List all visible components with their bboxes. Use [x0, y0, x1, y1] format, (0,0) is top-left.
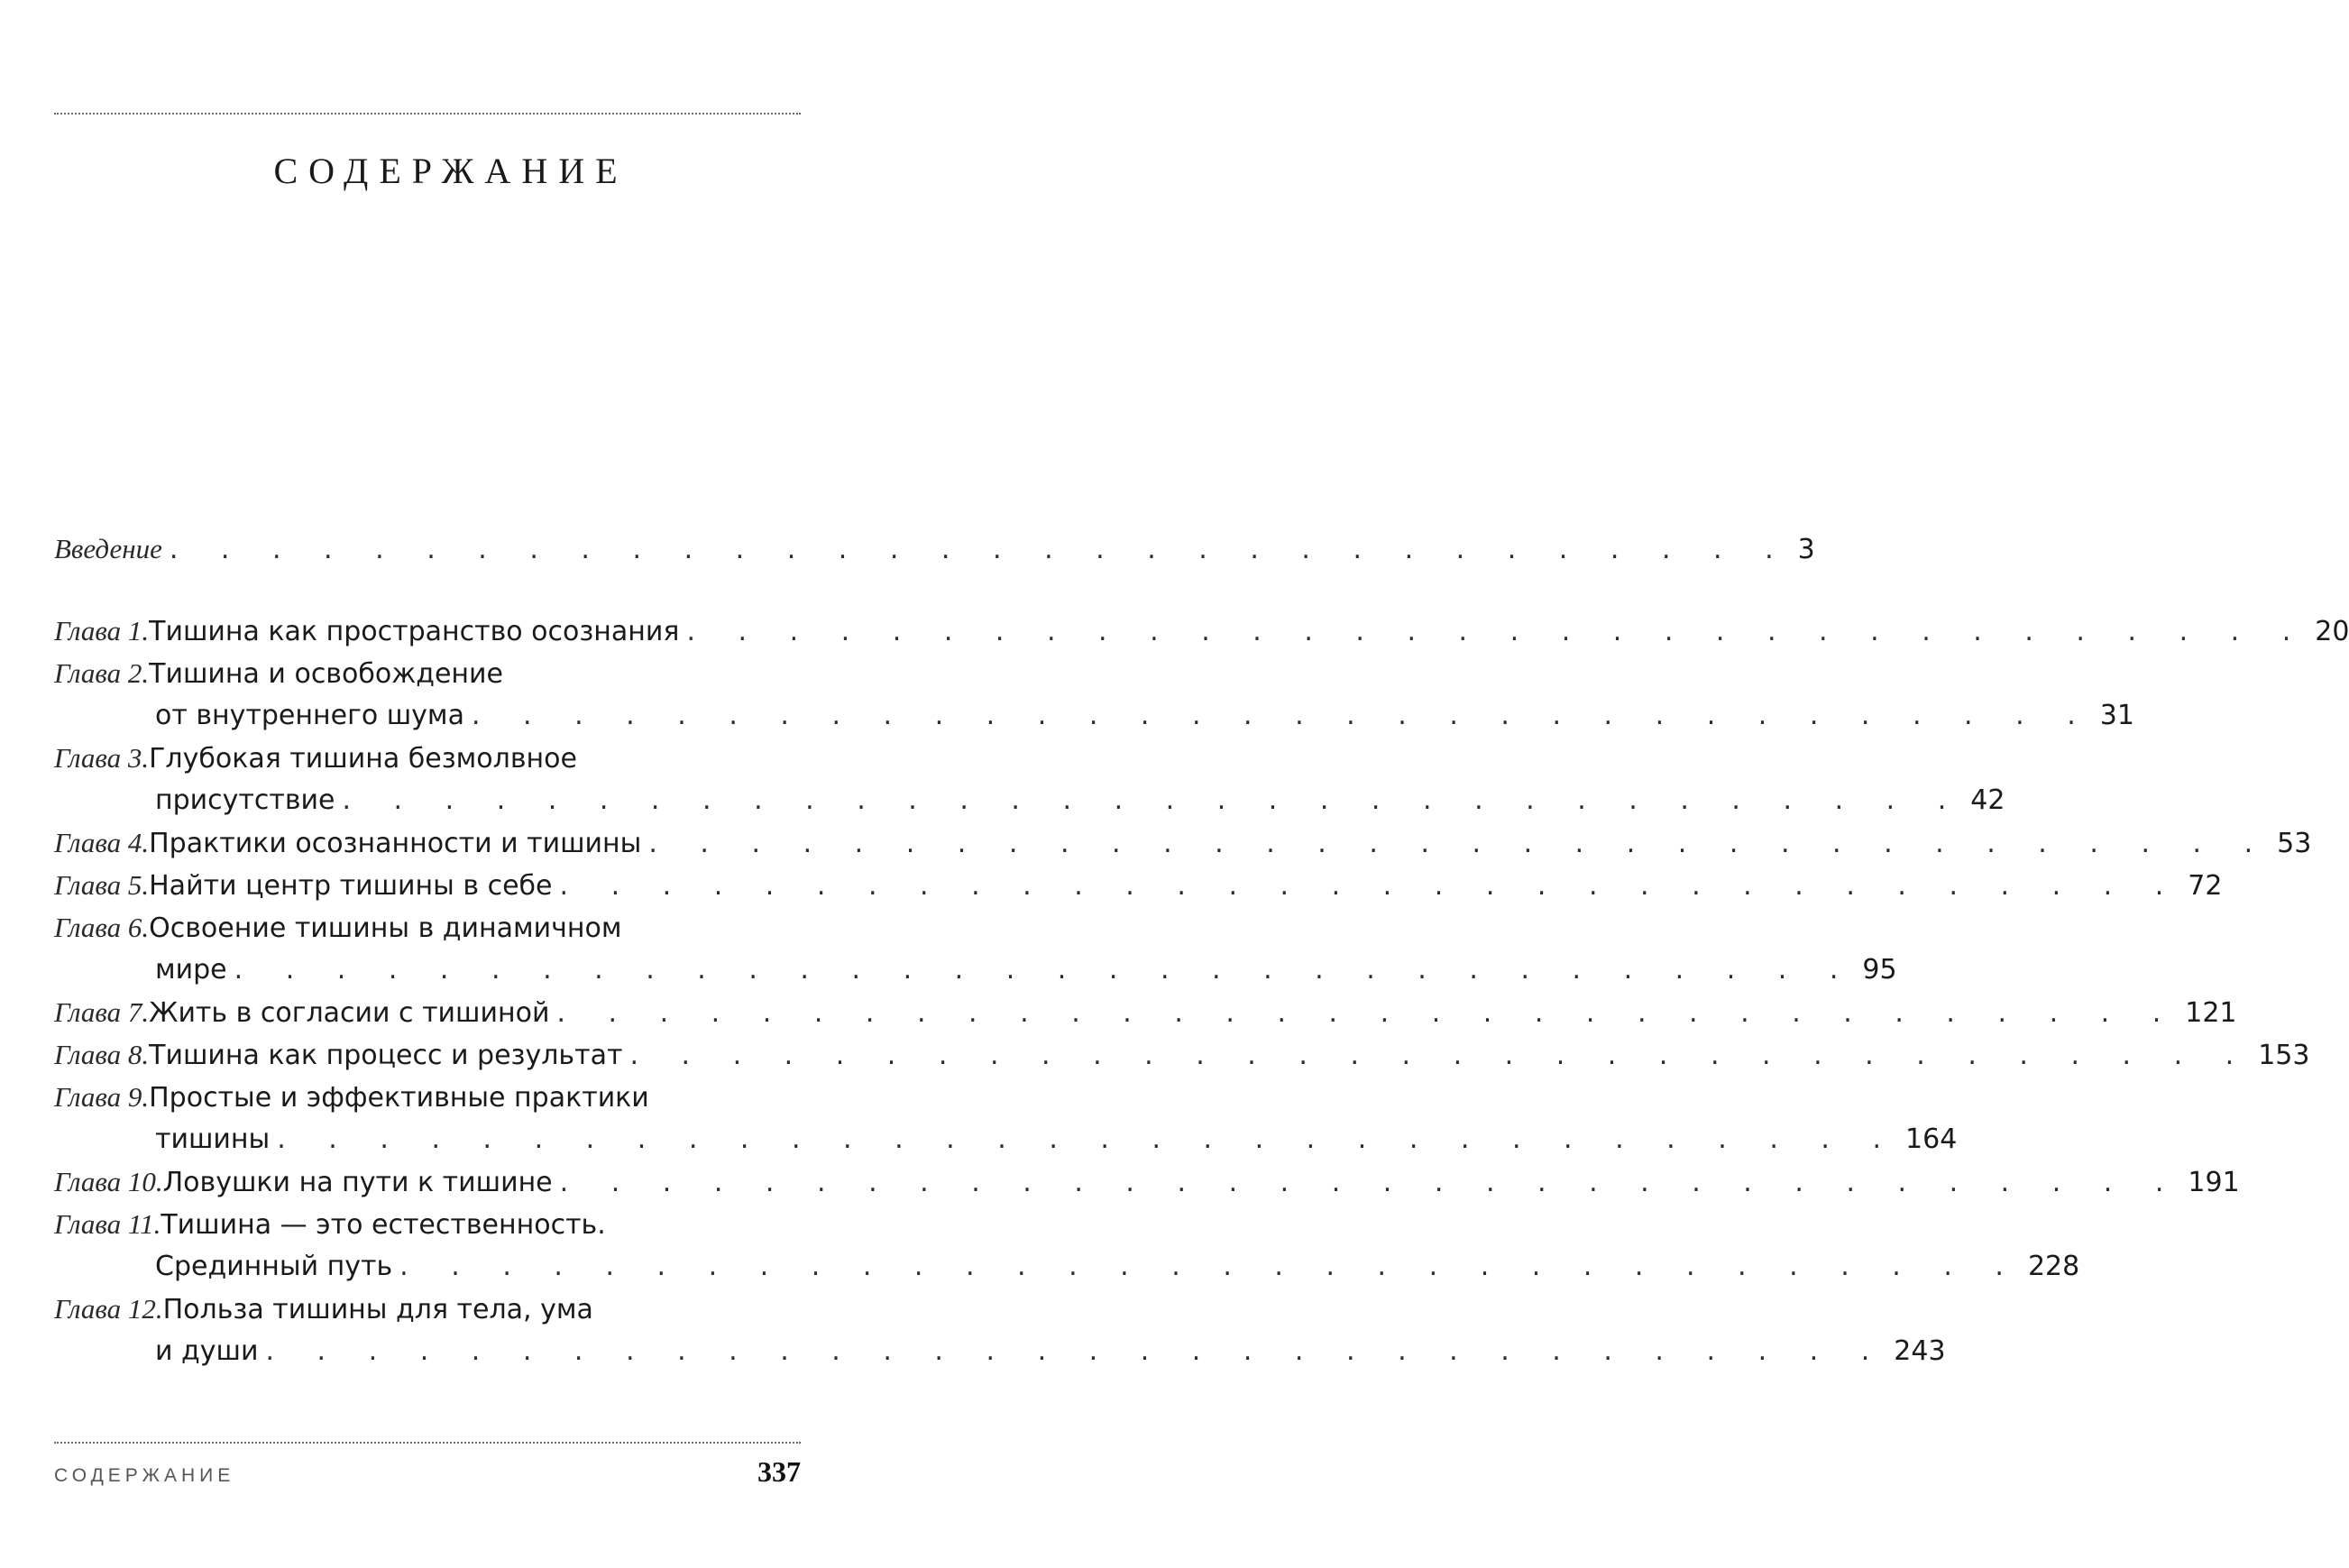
chapter-label: Глава 1.	[54, 615, 150, 646]
dot-leader: . . . . . . . . . . . . . . . . . . . . . . . . . . . . . . . .	[556, 997, 2179, 1029]
dot-leader: . . . . . . . . . . . . . . . . . . . . . . . . . . . . . . . .	[471, 700, 2093, 731]
toc-page-number: 20	[2315, 616, 2349, 647]
chapter-title: Практики осознанности и тишины	[149, 828, 642, 859]
toc-page-number: 228	[2027, 1251, 2080, 1282]
bottom-dotted-rule	[54, 1442, 801, 1444]
dot-leader: . . . . . . . . . . . . . . . . . . . . . . . . . . . . . . . .	[277, 1123, 1899, 1155]
chapter-title: Простые и эффективные практики	[149, 1082, 649, 1114]
dot-leader: . . . . . . . . . . . . . . . . . . . . . . . . . . . . . . . .	[399, 1251, 2021, 1282]
toc-entry-chapter-12-continued[interactable]	[54, 1330, 1946, 1372]
chapter-title: Глубокая тишина безмолвное	[149, 743, 577, 775]
toc-page-number: 42	[1970, 784, 2005, 816]
toc-page-number: 3	[1797, 534, 1815, 565]
chapter-title-continued: мире	[155, 954, 227, 986]
toc-page-number: 243	[1894, 1335, 1946, 1367]
chapter-title: Тишина — это естественность.	[161, 1209, 606, 1241]
toc-entry-chapter-6[interactable]	[54, 906, 801, 949]
toc-entry-chapter-9-continued[interactable]	[54, 1118, 1958, 1160]
chapter-title: Ловушки на пути к тишине	[162, 1167, 553, 1198]
chapter-title: Польза тишины для тела, ума	[162, 1294, 593, 1325]
toc-entry-chapter-1[interactable]	[54, 610, 2349, 652]
dot-leader: . . . . . . . . . . . . . . . . . . . . . . . . . . . . . . . .	[234, 954, 1856, 986]
dot-leader: . . . . . . . . . . . . . . . . . . . . . . . . . . . . . . . .	[265, 1335, 1887, 1367]
chapter-title: Тишина как процесс и результат	[149, 1040, 623, 1071]
toc-page-number: 72	[2188, 870, 2223, 902]
running-title: СОДЕРЖАНИЕ	[54, 1465, 235, 1486]
toc-page-number: 153	[2258, 1040, 2310, 1071]
toc-page-number: 164	[1905, 1123, 1958, 1155]
dot-leader: . . . . . . . . . . . . . . . . . . . . . . . . . . . . . . . .	[686, 616, 2308, 647]
chapter-title: Освоение тишины в динамичном	[149, 912, 622, 944]
top-dotted-rule	[54, 113, 801, 115]
chapter-label: Глава 9.	[54, 1081, 150, 1113]
toc-entry-chapter-4[interactable]	[54, 821, 2312, 864]
page-title: СОДЕРЖАНИЕ	[273, 151, 629, 191]
dot-leader: . . . . . . . . . . . . . . . . . . . . . . . . . . . . . . . .	[559, 870, 2181, 902]
toc-page-number: 95	[1862, 954, 1897, 986]
chapter-title: Тишина как пространство осознания	[149, 616, 680, 647]
chapter-label: Глава 4.	[54, 827, 150, 858]
chapter-label: Глава 6.	[54, 912, 150, 943]
toc-intro-label: Введение	[54, 533, 162, 564]
toc-entry-chapter-3[interactable]	[54, 737, 801, 779]
toc-page-number: 31	[2099, 700, 2134, 731]
chapter-label: Глава 3.	[54, 742, 150, 774]
toc-entry-chapter-3-continued[interactable]	[54, 779, 2005, 821]
dot-leader: . . . . . . . . . . . . . . . . . . . . . . . . . . . . . . . .	[342, 784, 1964, 816]
toc-entry-chapter-12[interactable]	[54, 1288, 801, 1330]
chapter-title-continued: присутствие	[155, 784, 335, 816]
dot-leader: . . . . . . . . . . . . . . . . . . . . . . . . . . . . . . . .	[648, 828, 2271, 859]
toc-entry-chapter-9[interactable]	[54, 1076, 801, 1118]
chapter-label: Глава 5.	[54, 869, 150, 901]
chapter-label: Глава 11.	[54, 1208, 161, 1240]
toc-entry-chapter-11-continued[interactable]	[54, 1245, 2080, 1288]
chapter-label: Глава 12.	[54, 1293, 163, 1325]
chapter-title-continued: и души	[155, 1335, 259, 1367]
chapter-title-continued: тишины	[155, 1123, 271, 1155]
chapter-title: Тишина и освобождение	[149, 658, 503, 690]
dot-leader: . . . . . . . . . . . . . . . . . . . . . . . . . . . . . . . .	[559, 1167, 2181, 1198]
chapter-title-continued: от внутреннего шума	[155, 700, 464, 731]
toc-page-number: 121	[2185, 997, 2237, 1029]
dot-leader: . . . . . . . . . . . . . . . . . . . . . . . . . . . . . . . .	[169, 534, 1791, 565]
dot-leader: . . . . . . . . . . . . . . . . . . . . . . . . . . . . . . . .	[629, 1040, 2252, 1071]
page-number: 337	[757, 1455, 801, 1488]
chapter-label: Глава 10.	[54, 1166, 163, 1197]
chapter-title-continued: Срединный путь	[155, 1251, 393, 1282]
chapter-title: Жить в согласии с тишиной	[149, 997, 550, 1029]
chapter-label: Глава 7.	[54, 996, 150, 1028]
chapter-title: Найти центр тишины в себе	[149, 870, 553, 902]
table-of-contents	[54, 527, 2349, 1372]
toc-entry-chapter-8[interactable]	[54, 1033, 2310, 1076]
toc-entry-chapter-11[interactable]	[54, 1203, 801, 1245]
toc-entry-chapter-6-continued[interactable]	[54, 949, 1897, 991]
toc-entry-intro[interactable]	[54, 527, 1815, 570]
toc-page-number: 191	[2188, 1167, 2240, 1198]
chapter-label: Глава 8.	[54, 1039, 150, 1070]
toc-page-number: 53	[2277, 828, 2312, 859]
chapter-label: Глава 2.	[54, 657, 150, 689]
toc-entry-chapter-5[interactable]	[54, 864, 2223, 906]
toc-entry-chapter-2-continued[interactable]	[54, 694, 2134, 737]
toc-entry-chapter-10[interactable]	[54, 1160, 2240, 1203]
toc-entry-chapter-2[interactable]	[54, 652, 801, 694]
toc-entry-chapter-7[interactable]	[54, 991, 2237, 1033]
